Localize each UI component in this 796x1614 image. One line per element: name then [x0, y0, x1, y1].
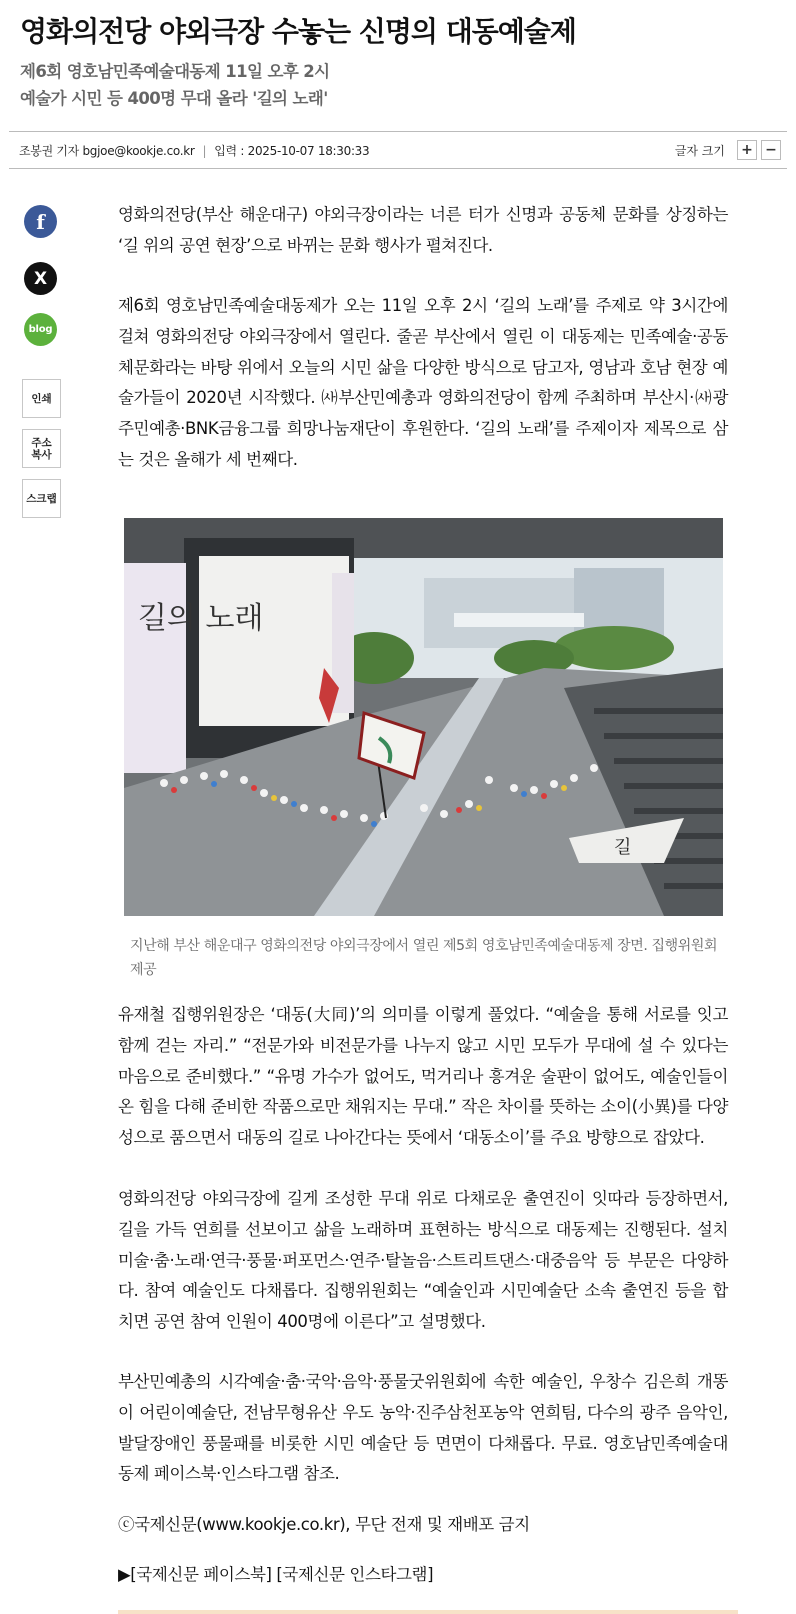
- font-size-controls: [675, 140, 781, 160]
- article-paragraph: 유재철 집행위원장은 ‘대동(大同)’의 의미를 이렇게 풀었다. “예술을 통해 서로를 잇고 함께 걷는 자리.” “전문가와 비전문가를 나누지 않고 시민 모두가 무대에 설 수 있다는 마음으로 준비했다.” “유명 가수가 없어도, 먹거리나 흥겨운 술판이 없어도, 예술인들이 온 힘을 다해 준비한 작품으로만 채워지는 무대.” 작은 차이를 뜻하는 소이(小異)를 다양성으로 품으면서 대동의 길로 나아간다는 뜻에서 ‘대동소이’를 주요 방향으로 잡았다.: [118, 1005, 728, 1148]
- font-decrease-button[interactable]: −: [761, 140, 781, 160]
- reporter-info: 조봉권 기자 bgjoe@kookje.co.kr: [19, 144, 195, 158]
- meta-separator: |: [202, 144, 207, 158]
- scrap-button[interactable]: [22, 479, 61, 518]
- print-button[interactable]: [22, 379, 61, 418]
- article-meta-bar: [9, 131, 787, 169]
- scrap-label: 스크랩: [26, 492, 57, 505]
- font-size-label: 글자 크기: [674, 143, 725, 158]
- copy-url-label: [31, 437, 51, 461]
- article-subheadline: [20, 58, 780, 112]
- article-paragraph: 영화의전당(부산 해운대구) 야외극장이라는 너른 터가 신명과 공동체 문화를 상징하는 ‘길 위의 공연 현장’으로 바뀌는 문화 행사가 펼쳐진다.: [118, 205, 728, 255]
- byline: [19, 142, 369, 159]
- flag-text: 길: [614, 837, 632, 858]
- subheadline-line-1: 제6회 영호남민족예술대동제 11일 오후 2시: [20, 62, 330, 81]
- font-increase-button[interactable]: +: [737, 140, 757, 160]
- article-photo: [124, 518, 723, 916]
- x-icon: X: [33, 268, 48, 289]
- photo-caption: 지난해 부산 해운대구 영화의전당 야외극장에서 열린 제5회 영호남민족예술대동제 장면. 집행위원회 제공: [130, 938, 718, 978]
- copy-url-label-line-2: 복사: [31, 448, 52, 461]
- x-share-button[interactable]: [24, 262, 57, 295]
- copy-url-label-line-1: 주소: [31, 436, 52, 449]
- article-headline: 영화의전당 야외극장 수놓는 신명의 대동예술제: [20, 15, 576, 48]
- copyright-notice: ⓒ국제신문(www.kookje.co.kr), 무단 전재 및 재배포 금지: [118, 1515, 530, 1534]
- facebook-icon: f: [36, 209, 45, 234]
- facebook-share-button[interactable]: [24, 205, 57, 238]
- festival-photo-illustration: [124, 518, 723, 916]
- article-paragraph: 부산민예총의 시각예술·춤·국악·음악·풍물굿위원회에 속한 예술인, 우창수 김은희 개똥이 어린이예술단, 전남무형유산 우도 농악·진주삼천포농악 연희팀, 다수의 광주 음악인, 발달장애인 풍물패를 비롯한 시민 예술단 등 면면이 다채롭다. 무료. 영호남민족예술대동제 페이스북·인스타그램 참조.: [118, 1372, 728, 1484]
- banner-text: 길의 노래: [138, 601, 264, 636]
- social-links[interactable]: ▶[국제신문 페이스북] [국제신문 인스타그램]: [118, 1565, 434, 1584]
- publish-date: 입력 : 2025-10-07 18:30:33: [214, 144, 370, 158]
- article-paragraph: 제6회 영호남민족예술대동제가 오는 11일 오후 2시 ‘길의 노래’를 주제로 약 3시간에 걸쳐 영화의전당 야외극장에서 열린다. 줄곧 부산에서 열린 이 대동제는 민족예술·공동체문화라는 바탕 위에서 오늘의 시민 삶을 다양한 방식으로 담고자, 영남과 호남 현장 예술가들이 2020년 시작했다. ㈔부산민예총과 영화의전당이 함께 주최하며 부산시·㈔광주민예총·BNK금융그룹 희망나눔재단이 후원한다. ‘길의 노래’를 주제이자 제목으로 삼는 것은 올해가 세 번째다.: [118, 296, 728, 469]
- blog-icon: blog: [28, 324, 53, 335]
- article-paragraph: 영화의전당 야외극장에 길게 조성한 무대 위로 다채로운 출연진이 잇따라 등장하면서, 길을 가득 연희를 선보이고 삶을 노래하며 표현하는 방식으로 대동제는 진행된다. 설치미술·춤·노래·연극·풍물·퍼포먼스·연주·탈놀음·스트리트댄스·대중음악 등 부문은 다양하다. 참여 예술인도 다채롭다. 집행위원회는 “예술인과 시민예술단 소속 출연진 등을 합치면 공연 참여 인원이 400명에 이른다”고 설명했다.: [118, 1189, 728, 1332]
- blog-share-button[interactable]: [24, 313, 57, 346]
- subheadline-line-2: 예술가 시민 등 400명 무대 올라 '길의 노래': [20, 89, 328, 108]
- print-label: 인쇄: [31, 392, 52, 405]
- copy-url-button[interactable]: [22, 429, 61, 468]
- bottom-divider: [118, 1610, 738, 1614]
